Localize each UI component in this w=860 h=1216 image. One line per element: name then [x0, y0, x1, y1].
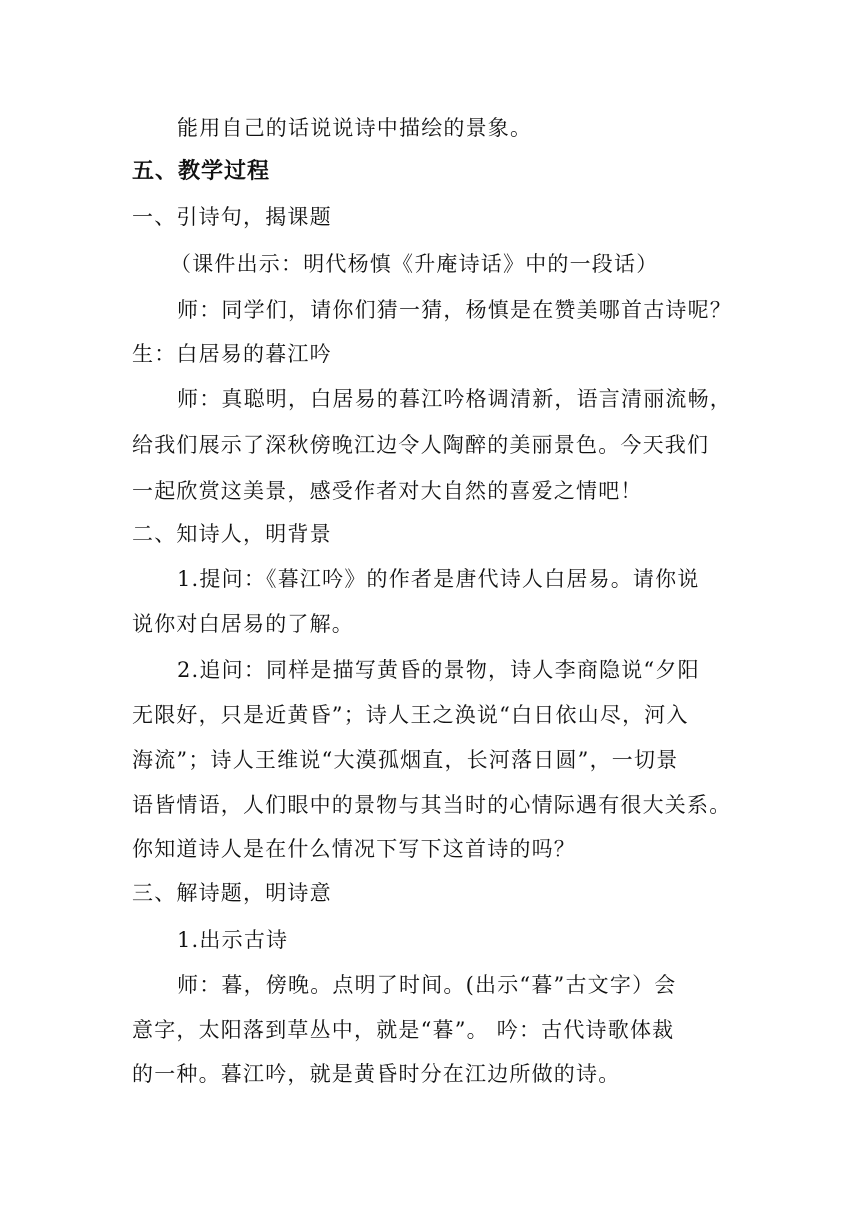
paragraph-line: 无限好，只是近黄昏”；诗人王之涣说“白日依山尽，河入 [132, 703, 689, 727]
paragraph-line: 说你对白居易的了解。 [132, 612, 354, 636]
paragraph-line: 生：白居易的暮江吟 [132, 342, 332, 366]
section-heading: 五、教学过程 [132, 159, 271, 184]
paragraph-line: 的一种。暮江吟，就是黄昏时分在江边所做的诗。 [132, 1062, 621, 1086]
paragraph-line: 师：同学们，请你们猜一猜，杨慎是在赞美哪首古诗呢？ [177, 298, 732, 322]
paragraph-line: 你知道诗人是在什么情况下写下这首诗的吗？ [132, 837, 576, 861]
paragraph-line: 1.提问：《暮江吟》的作者是唐代诗人白居易。请你说 [177, 567, 700, 591]
paragraph-line: 师：真聪明，白居易的暮江吟格调清新，语言清丽流畅， [177, 387, 732, 411]
paragraph-line: 海流”；诗人王维说“大漠孤烟直，长河落日圆”，一切景 [132, 748, 679, 772]
paragraph-line: 语皆情语，人们眼中的景物与其当时的心情际遇有很大关系。 [132, 793, 732, 817]
paragraph-line: （课件出示：明代杨慎《升庵诗话》中的一段话） [170, 252, 659, 276]
paragraph-line: 意字，太阳落到草丛中，就是“暮”。 吟：古代诗歌体裁 [132, 1018, 675, 1042]
subsection-heading: 二、知诗人，明背景 [132, 522, 332, 546]
paragraph-line: 能用自己的话说说诗中描绘的景象。 [177, 116, 533, 140]
paragraph-line: 一起欣赏这美景，感受作者对大自然的喜爱之情吧！ [132, 479, 643, 503]
paragraph-line: 师：暮，傍晚。点明了时间。(出示“暮”古文字）会 [177, 973, 677, 997]
subsection-heading: 三、解诗题，明诗意 [132, 881, 332, 905]
paragraph-line: 1.出示古诗 [177, 928, 289, 952]
subsection-heading: 一、引诗句，揭课题 [132, 205, 332, 229]
paragraph-line: 2.追问：同样是描写黄昏的景物，诗人李商隐说“夕阳 [177, 658, 700, 682]
paragraph-line: 给我们展示了深秋傍晚江边令人陶醉的美丽景色。今天我们 [132, 433, 710, 457]
